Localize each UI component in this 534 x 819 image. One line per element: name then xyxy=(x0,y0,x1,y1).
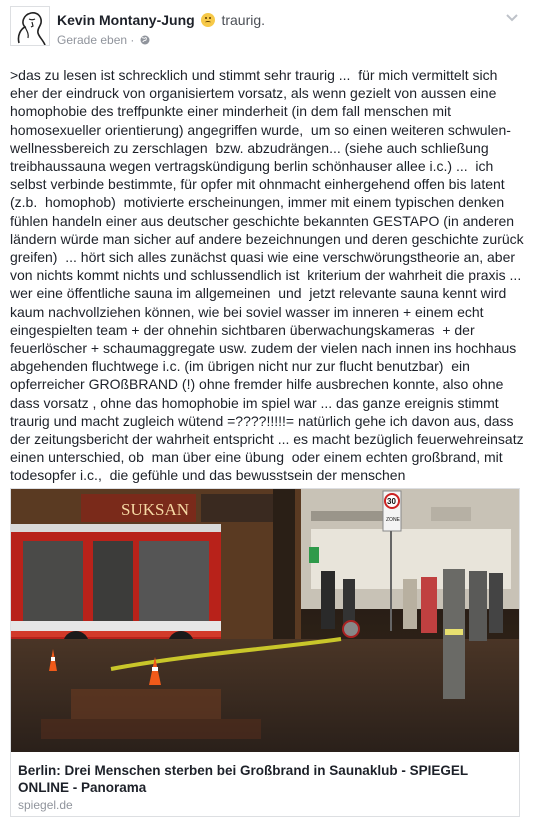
meta-separator: · xyxy=(130,33,135,47)
link-preview-image[interactable] xyxy=(11,489,519,752)
avatar-sketch-icon xyxy=(11,7,50,46)
post-meta xyxy=(57,33,150,47)
author-name[interactable]: Kevin Montany-Jung xyxy=(57,12,195,28)
author-line xyxy=(57,12,265,28)
link-preview-card[interactable] xyxy=(10,488,520,817)
sad-face-icon xyxy=(201,13,215,27)
shop-sign-text: SUKSAN xyxy=(121,500,190,519)
post-timestamp[interactable]: Gerade eben xyxy=(57,33,128,47)
feeling-text: traurig. xyxy=(221,12,266,28)
link-domain: spiegel.de xyxy=(18,798,73,812)
post-text: >das zu lesen ist schrecklich und stimmt sehr traurig ... für mich vermittelt sich eher der eindruck von organisiertem vorsatz, als wenn gezielt von aussen eine homophobie des treffpunkte einer minderheit (in dem fall menschen mit homosexueller orientierung) angegriffen wurde, um so einen weiteren schwulen-wellnessbereich zu zerschlagen bzw. abzudrängen... (siehe auch schließung treibhaussauna wegen vertragskündigung berlin schönhauser allee i.c.) ... ich selbst verbinde bestimmte, für opfer mit ohnmacht einhergehend offen bis latent (z.b. homophob) motivierte erscheinungen, immer mit einem typischen denken fühlen handeln einer aus deutscher geschichte bekannten GESTAPO (in anderen ländern würde man sicher auf andere bezeichnungen und deren geschichte zurück greifen) ... hört sich alles zunächst quasi wie eine verschwörungstheorie an, aber von nichts kommt nichts und schlussendlich ist kriterium der wahrheit die praxis ... wer eine öffentliche sauna im allgemeinen und jetzt relevante sauna kennt wird kaum nachvollziehen können, wie bei soviel wasser im inneren + einem echt eingespielten team + der ohnehin sichtbaren überwachungskameras + der feuerlöscher + schaumaggregate usw. zudem der vielen nach innen ins hochhaus abgehenden fluchtwege i.c. (im übrigen nicht nur zur flucht benutzbar) ein opferreicher GROßBRAND (!) ohne fremder hilfe ausbrechen konnte, also ohne dass vorsatz , ohne das homophobie im spiel war ... das ganze ereignis stimmt traurig und macht zugleich wütend =????!!!!!= natürlich gehe ich davon aus, dass der zeitungsbericht der wahrheit entspricht ... es macht bezüglich feuerwehreinsatz einen unterschied, ob man über eine übung oder einem echten großbrand, mit todesopfer i.c., die gefühle und das bewusstsein der menschen xyxy=(10,67,524,484)
post-header xyxy=(0,0,534,56)
globe-icon[interactable] xyxy=(140,35,150,45)
link-title[interactable]: Berlin: Drei Menschen sterben bei Großbrand in Saunaklub - SPIEGEL ONLINE - Panorama xyxy=(18,763,468,795)
chevron-down-icon[interactable] xyxy=(504,10,520,26)
speed-sign-label: ZONE xyxy=(386,517,400,523)
speed-sign-value: 30 xyxy=(387,497,396,506)
author-avatar[interactable] xyxy=(10,6,50,46)
